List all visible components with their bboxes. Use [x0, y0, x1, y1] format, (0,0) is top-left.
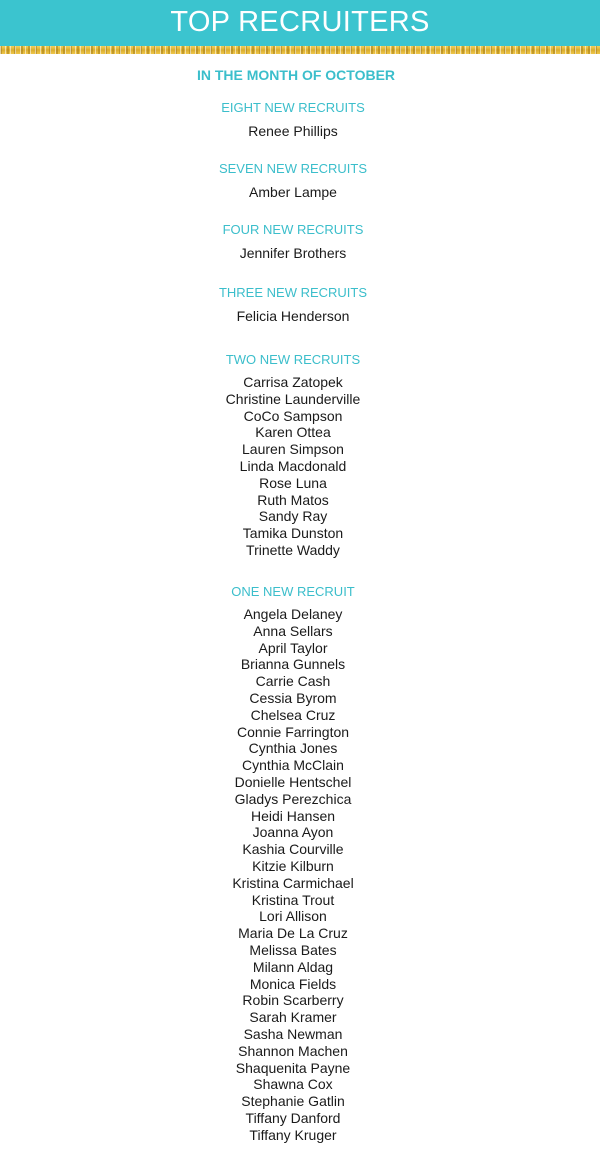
recruiter-name: Shaquenita Payne [235, 1059, 351, 1076]
recruiter-name: Kristina Carmichael [232, 874, 354, 891]
section-seven-recruits [0, 161, 586, 201]
recruiter-name: CoCo Sampson [243, 407, 343, 424]
recruiter-name: Heidi Hansen [250, 807, 336, 824]
recruiter-name: Sasha Newman [243, 1025, 343, 1042]
recruiter-name: Lauren Simpson [242, 441, 344, 458]
recruiter-name: Jennifer Brothers [239, 245, 347, 261]
name-list [0, 374, 586, 559]
name-list [0, 606, 586, 1144]
recruiter-name: Kashia Courville [242, 841, 344, 858]
recruiter-name: Cynthia McClain [242, 757, 344, 774]
recruiter-name: Christine Launderville [225, 390, 361, 407]
recruiter-name: Kitzie Kilburn [252, 857, 334, 874]
section-heading: THREE NEW RECRUITS [218, 285, 368, 300]
section-heading: FOUR NEW RECRUITS [222, 222, 364, 237]
section-four-recruits [0, 222, 586, 262]
recruiter-name: Maria De La Cruz [238, 925, 348, 942]
recruiter-name: Shannon Machen [238, 1042, 348, 1059]
section-two-recruits [0, 352, 586, 559]
gold-glitter-border [0, 46, 600, 54]
recruiter-name: Karen Ottea [255, 424, 331, 441]
recruiter-name: Milann Aldag [252, 958, 334, 975]
month-subtitle: IN THE MONTH OF OCTOBER [196, 67, 396, 83]
recruiter-name: Cessia Byrom [249, 689, 337, 706]
page-title: TOP RECRUITERS [170, 6, 430, 38]
section-three-recruits [0, 285, 586, 325]
recruiter-name: Linda Macdonald [239, 457, 347, 474]
name-list [0, 183, 586, 201]
recruiter-name: Monica Fields [249, 975, 337, 992]
recruiter-name: Sandy Ray [258, 508, 328, 525]
recruiter-name: Robin Scarberry [242, 992, 344, 1009]
section-one-recruit [0, 584, 586, 1144]
recruiter-name: Stephanie Gatlin [241, 1093, 345, 1110]
recruiter-name: April Taylor [258, 639, 328, 656]
recruiter-name: Carrisa Zatopek [243, 374, 343, 390]
recruiter-name: Chelsea Cruz [250, 706, 336, 723]
recruiter-name: Renee Phillips [248, 123, 338, 139]
recruiter-name: Lori Allison [259, 908, 327, 925]
recruiter-name: Ruth Matos [257, 491, 329, 508]
recruiter-name: Kristina Trout [251, 891, 335, 908]
section-heading: EIGHT NEW RECRUITS [221, 100, 365, 115]
recruiter-name: Tiffany Kruger [249, 1126, 337, 1143]
recruiter-name: Tiffany Danford [245, 1109, 341, 1126]
section-heading: ONE NEW RECRUIT [231, 584, 355, 599]
recruiter-name: Cynthia Jones [248, 740, 338, 757]
recruiter-name: Tamika Dunston [242, 525, 344, 542]
recruiter-name: Rose Luna [259, 474, 327, 491]
section-heading: SEVEN NEW RECRUITS [218, 161, 368, 176]
recruiter-name: Melissa Bates [249, 941, 337, 958]
recruiter-name: Angela Delaney [243, 606, 343, 622]
recruiter-name: Brianna Gunnels [240, 656, 346, 673]
name-list [0, 244, 586, 262]
recruiter-name: Shawna Cox [253, 1076, 333, 1093]
section-eight-recruits [0, 100, 586, 140]
recruiter-name: Anna Sellars [253, 622, 333, 639]
name-list [0, 122, 586, 140]
name-list [0, 307, 586, 325]
recruiter-name: Felicia Henderson [236, 308, 350, 324]
header-banner [0, 0, 600, 46]
recruiter-name: Carrie Cash [255, 673, 331, 690]
recruiter-name: Sarah Kramer [249, 1009, 337, 1026]
section-heading: TWO NEW RECRUITS [225, 352, 361, 367]
recruiter-name: Donielle Hentschel [234, 773, 352, 790]
recruiter-name: Connie Farrington [236, 723, 350, 740]
recruiter-name: Gladys Perezchica [234, 790, 352, 807]
recruiter-name: Amber Lampe [249, 184, 337, 200]
recruiter-name: Trinette Waddy [246, 541, 340, 558]
recruiter-name: Joanna Ayon [252, 824, 334, 841]
